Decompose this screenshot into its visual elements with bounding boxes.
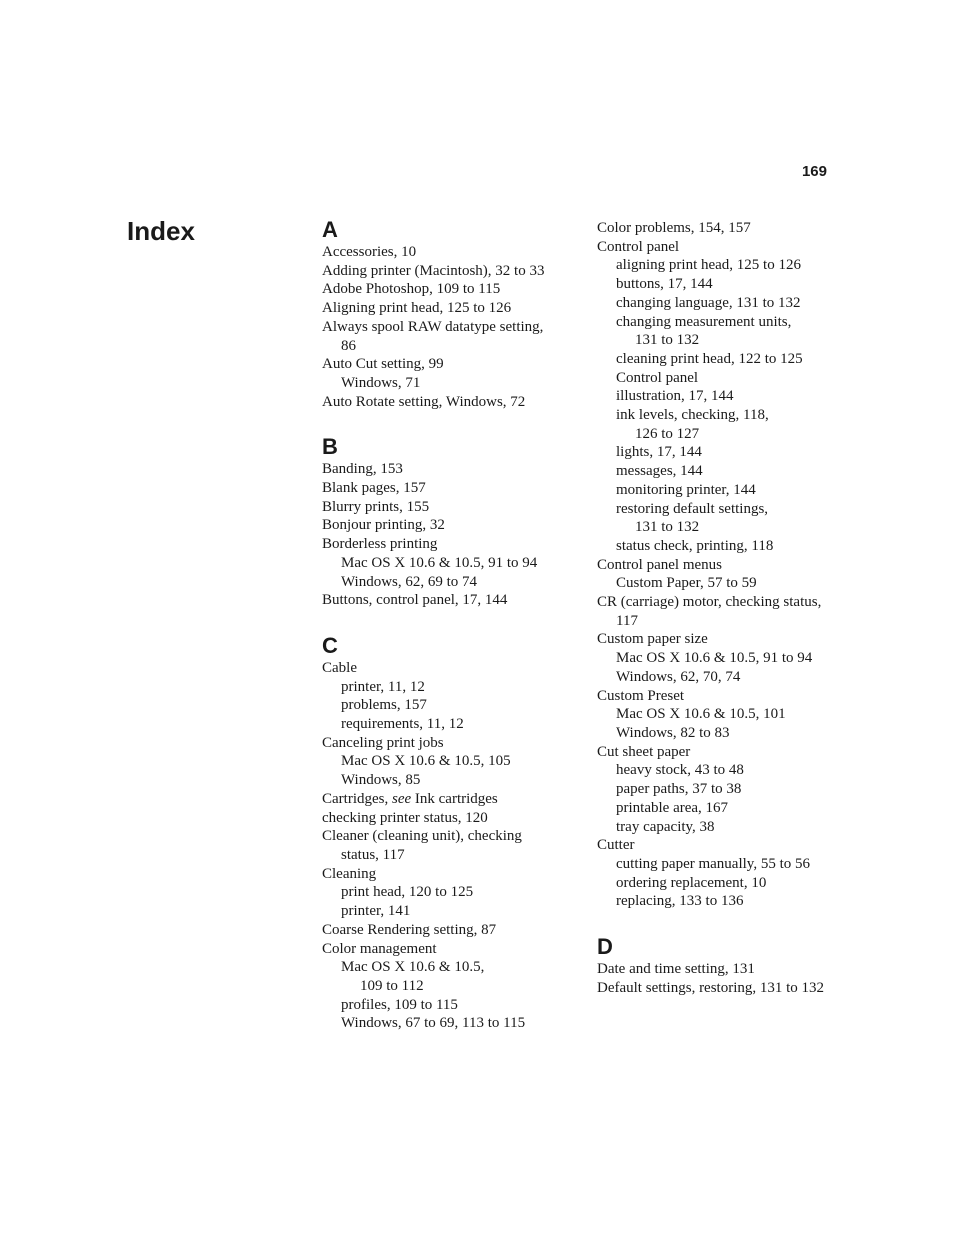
index-subentry: lights, 17, 144	[616, 444, 702, 461]
index-entry-continuation: 86	[341, 337, 356, 354]
index-subentry: print head, 120 to 125	[341, 884, 474, 901]
index-entry: Color problems, 154, 157	[597, 220, 751, 236]
index-entry: Color management	[322, 940, 437, 957]
index-subentry: Mac OS X 10.6 & 10.5, 101	[616, 706, 786, 723]
index-subentry: Control panel	[616, 369, 699, 386]
index-subentry: status check, printing, 118	[616, 537, 774, 554]
section-letter: C	[322, 632, 338, 658]
index-subentry: printer, 141	[341, 903, 411, 920]
index-entry: Custom paper size	[597, 631, 708, 648]
index-subentry: printable area, 167	[616, 799, 729, 816]
index-subentry: Windows, 71	[341, 374, 421, 391]
index-entry: Adding printer (Macintosh), 32 to 33	[322, 262, 545, 279]
index-subentry: changing measurement units,	[616, 313, 792, 330]
index-subentry: printer, 11, 12	[341, 678, 425, 695]
index-subentry: aligning print head, 125 to 126	[616, 257, 801, 274]
index-subentry: Windows, 85	[341, 772, 421, 789]
index-subentry: changing language, 131 to 132	[616, 294, 801, 311]
index-entry: Aligning print head, 125 to 126	[322, 300, 512, 317]
index-subentry: buttons, 17, 144	[616, 276, 713, 293]
index-subentry: Mac OS X 10.6 & 10.5,	[341, 959, 485, 976]
index-subentry: messages, 144	[616, 463, 703, 480]
index-entry: Buttons, control panel, 17, 144	[322, 592, 508, 609]
index-subentry: Mac OS X 10.6 & 10.5, 91 to 94	[341, 554, 538, 571]
index-entry: Custom Preset	[597, 687, 685, 704]
index-entry: Borderless printing	[322, 536, 438, 553]
index-subentry-continuation: 131 to 132	[635, 332, 700, 349]
index-subentry: Windows, 62, 69 to 74	[341, 573, 478, 590]
index-entry: checking printer status, 120	[322, 809, 488, 826]
index-section-c	[322, 633, 572, 1033]
index-entry: Accessories, 10	[322, 244, 417, 260]
index-subentry-continuation: 109 to 112	[360, 977, 424, 994]
index-subentry-continuation: 126 to 127	[635, 425, 700, 442]
index-subentry: Mac OS X 10.6 & 10.5, 105	[341, 753, 511, 770]
index-subentry: Custom Paper, 57 to 59	[616, 575, 757, 592]
index-entry: Blurry prints, 155	[322, 498, 430, 515]
index-entry: Blank pages, 157	[322, 480, 426, 497]
section-letter: D	[597, 934, 613, 960]
index-entry: Cable	[322, 659, 357, 676]
index-entry-continuation: 117	[616, 612, 638, 629]
index-subentry: ink levels, checking, 118,	[616, 407, 769, 424]
index-entry: Adobe Photoshop, 109 to 115	[322, 281, 501, 298]
index-subentry: monitoring printer, 144	[616, 481, 756, 498]
index-entry: Banding, 153	[322, 461, 403, 478]
index-subentry: heavy stock, 43 to 48	[616, 762, 744, 779]
index-subentry: requirements, 11, 12	[341, 716, 464, 733]
index-entry: Cleaner (cleaning unit), checking	[322, 828, 522, 845]
index-subentry: cleaning print head, 122 to 125	[616, 350, 803, 367]
index-entry: Control panel	[597, 238, 680, 255]
index-entry: Always spool RAW datatype setting,	[322, 318, 544, 335]
index-subentry: restoring default settings,	[616, 500, 769, 517]
index-entry-cartridges	[322, 790, 572, 809]
index-subentry: paper paths, 37 to 38	[616, 781, 742, 798]
entry-text: Ink cartridges	[411, 790, 498, 807]
index-entry: Control panel menus	[597, 556, 722, 573]
index-entry: Auto Rotate setting, Windows, 72	[322, 393, 526, 410]
section-letter: B	[322, 434, 338, 460]
index-section-a	[322, 217, 572, 411]
index-subentry: problems, 157	[341, 697, 427, 714]
index-subentry: replacing, 133 to 136	[616, 893, 744, 910]
index-subentry-continuation: 131 to 132	[635, 519, 700, 536]
index-entry-continuation: status, 117	[341, 846, 405, 863]
index-entry: Cutter	[597, 837, 635, 854]
section-letter: A	[322, 217, 338, 242]
index-subentry: tray capacity, 38	[616, 818, 715, 835]
index-subentry: profiles, 109 to 115	[341, 996, 458, 1013]
index-column-left	[322, 217, 572, 1056]
index-subentry: Windows, 67 to 69, 113 to 115	[341, 1015, 526, 1032]
index-subentry: Mac OS X 10.6 & 10.5, 91 to 94	[616, 650, 813, 667]
index-entry: Default settings, restoring, 131 to 132	[597, 979, 825, 996]
index-entry: Canceling print jobs	[322, 734, 444, 751]
index-entry: Auto Cut setting, 99	[322, 356, 444, 373]
index-entry: Coarse Rendering setting, 87	[322, 921, 497, 938]
index-entry: Date and time setting, 131	[597, 961, 755, 978]
index-section-d	[597, 934, 847, 997]
index-subentry: illustration, 17, 144	[616, 388, 734, 405]
index-section-b	[322, 434, 572, 610]
index-entry: Cut sheet paper	[597, 743, 691, 760]
index-subentry: Windows, 82 to 83	[616, 724, 730, 741]
entry-text: Cartridges,	[322, 790, 392, 807]
index-entry: Bonjour printing, 32	[322, 517, 445, 534]
index-section-c-continued	[597, 219, 847, 911]
index-entry: Cleaning	[322, 865, 377, 882]
index-subentry: Windows, 62, 70, 74	[616, 668, 741, 685]
index-title: Index	[127, 216, 195, 246]
see-reference: see	[391, 790, 412, 807]
index-subentry: cutting paper manually, 55 to 56	[616, 855, 810, 872]
index-subentry: ordering replacement, 10	[616, 874, 767, 891]
index-entry: CR (carriage) motor, checking status,	[597, 594, 822, 611]
page-number: 169	[801, 163, 827, 180]
index-column-right	[597, 219, 847, 1020]
